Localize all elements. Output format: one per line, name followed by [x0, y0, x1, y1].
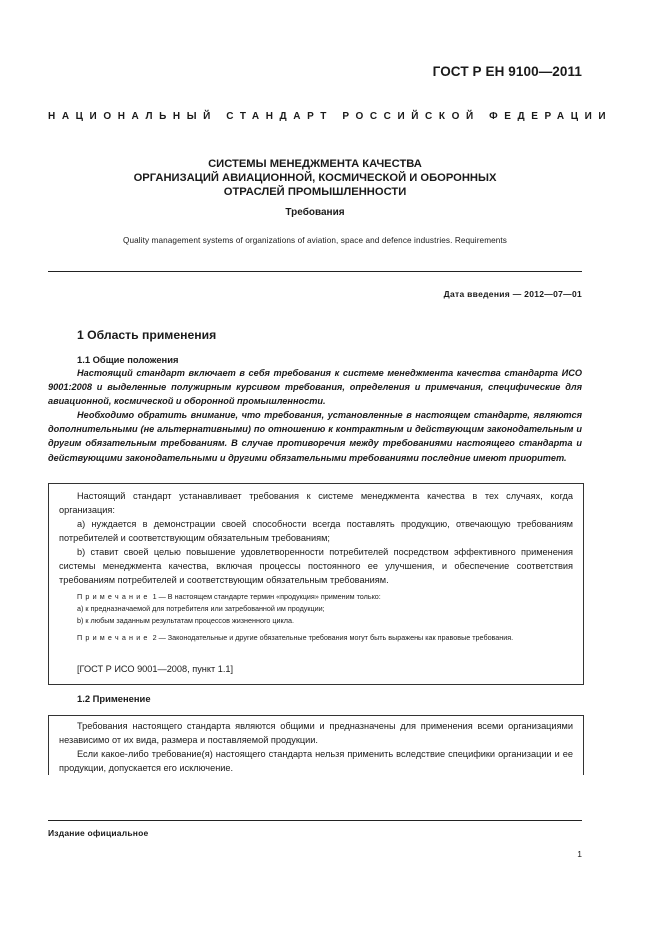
- section-1-heading: 1 Область применения: [77, 328, 217, 342]
- note-1-label: Примечание: [77, 592, 151, 601]
- page-number: 1: [577, 849, 582, 859]
- box1-item-a: а) нуждается в демонстрации своей способности всегда поставлять продукцию, отвечающую требованиям потребителей и соответствующим обязательным требованиям;: [59, 519, 573, 544]
- title-divider: [48, 271, 582, 272]
- box2-paragraph-1: Требования настоящего стандарта являются общими и предназначены для применения всеми организациями независимо от их вида, размера и поставляемой продукции.: [59, 721, 573, 746]
- footer-divider: [48, 820, 582, 821]
- box1-note-1: [59, 591, 573, 602]
- section-1-2-heading: 1.2 Применение: [77, 693, 151, 704]
- document-id: ГОСТ Р ЕН 9100—2011: [432, 64, 582, 79]
- box2-paragraph-2: Если какое-либо требование(я) настоящего стандарта нельзя применить вследствие специфики организации и ее продукции, допускается его исключение.: [59, 749, 573, 774]
- title-line-3: ОТРАСЛЕЙ ПРОМЫШЛЕННОСТИ: [223, 186, 407, 198]
- section-1-1-heading: 1.1 Общие положения: [77, 354, 179, 365]
- introduction-date: Дата введения — 2012—07—01: [443, 289, 582, 299]
- national-standard-banner: НАЦИОНАЛЬНЫЙ СТАНДАРТ РОССИЙСКОЙ ФЕДЕРАЦИИ: [48, 111, 613, 122]
- box1-note-1-item-a: а) к предназначаемой для потребителя или затребованной им продукции;: [77, 604, 325, 613]
- document-title: [48, 157, 582, 199]
- note-1-text: 1 — В настоящем стандарте термин «продукция» применим только:: [152, 592, 381, 601]
- title-line-2: ОРГАНИЗАЦИЙ АВИАЦИОННОЙ, КОСМИЧЕСКОЙ И ОБОРОННЫХ: [133, 172, 497, 184]
- box1-intro: Настоящий стандарт устанавливает требования к системе менеджмента качества в тех случаях, когда организация:: [59, 491, 573, 516]
- scope-paragraph-2: Необходимо обратить внимание, что требования, установленные в настоящем стандарте, являются дополнительными (не альтернативными) по отношению к контрактным и действующим законодательным и другим обязательным требованиям. В случае противоречия между требованиями настоящего стандарта и действующими законодательными и другими обязательными требованиями последние имеют приоритет.: [48, 410, 582, 463]
- box1-reference: [ГОСТ Р ИСО 9001—2008, пункт 1.1]: [77, 664, 234, 674]
- iso-quote-box-1: [48, 483, 584, 685]
- scope-paragraph-1: Настоящий стандарт включает в себя требования к системе менеджмента качества стандарта ИСО 9001:2008 и выделенные полужирным курсивом требования, определения и примечания, специфические для авиационной, космической и оборонной промышленности.: [48, 368, 582, 407]
- iso-quote-box-2: [48, 715, 584, 775]
- note-2-text: 2 — Законодательные и другие обязательные требования могут быть выражены как правовые требования.: [152, 633, 514, 642]
- english-title: Quality management systems of organizations of aviation, space and defence industries. Requirements: [123, 236, 507, 245]
- official-edition-label: Издание официальное: [48, 828, 149, 838]
- box1-item-b: b) ставит своей целью повышение удовлетворенности потребителей посредством эффективного применения системы менеджмента качества, включая процессы постоянного ее улучшения, и обеспечение соответствия требованиям потребителей и соответствующим обязательным требованиям.: [59, 547, 573, 586]
- box1-note-1-item-b: b) к любым заданным результатам процессов жизненного цикла.: [77, 616, 294, 625]
- note-2-label: Примечание: [77, 633, 151, 642]
- box1-note-2: [59, 632, 573, 643]
- title-line-1: СИСТЕМЫ МЕНЕДЖМЕНТА КАЧЕСТВА: [208, 158, 422, 170]
- document-subtitle: Требования: [285, 207, 345, 218]
